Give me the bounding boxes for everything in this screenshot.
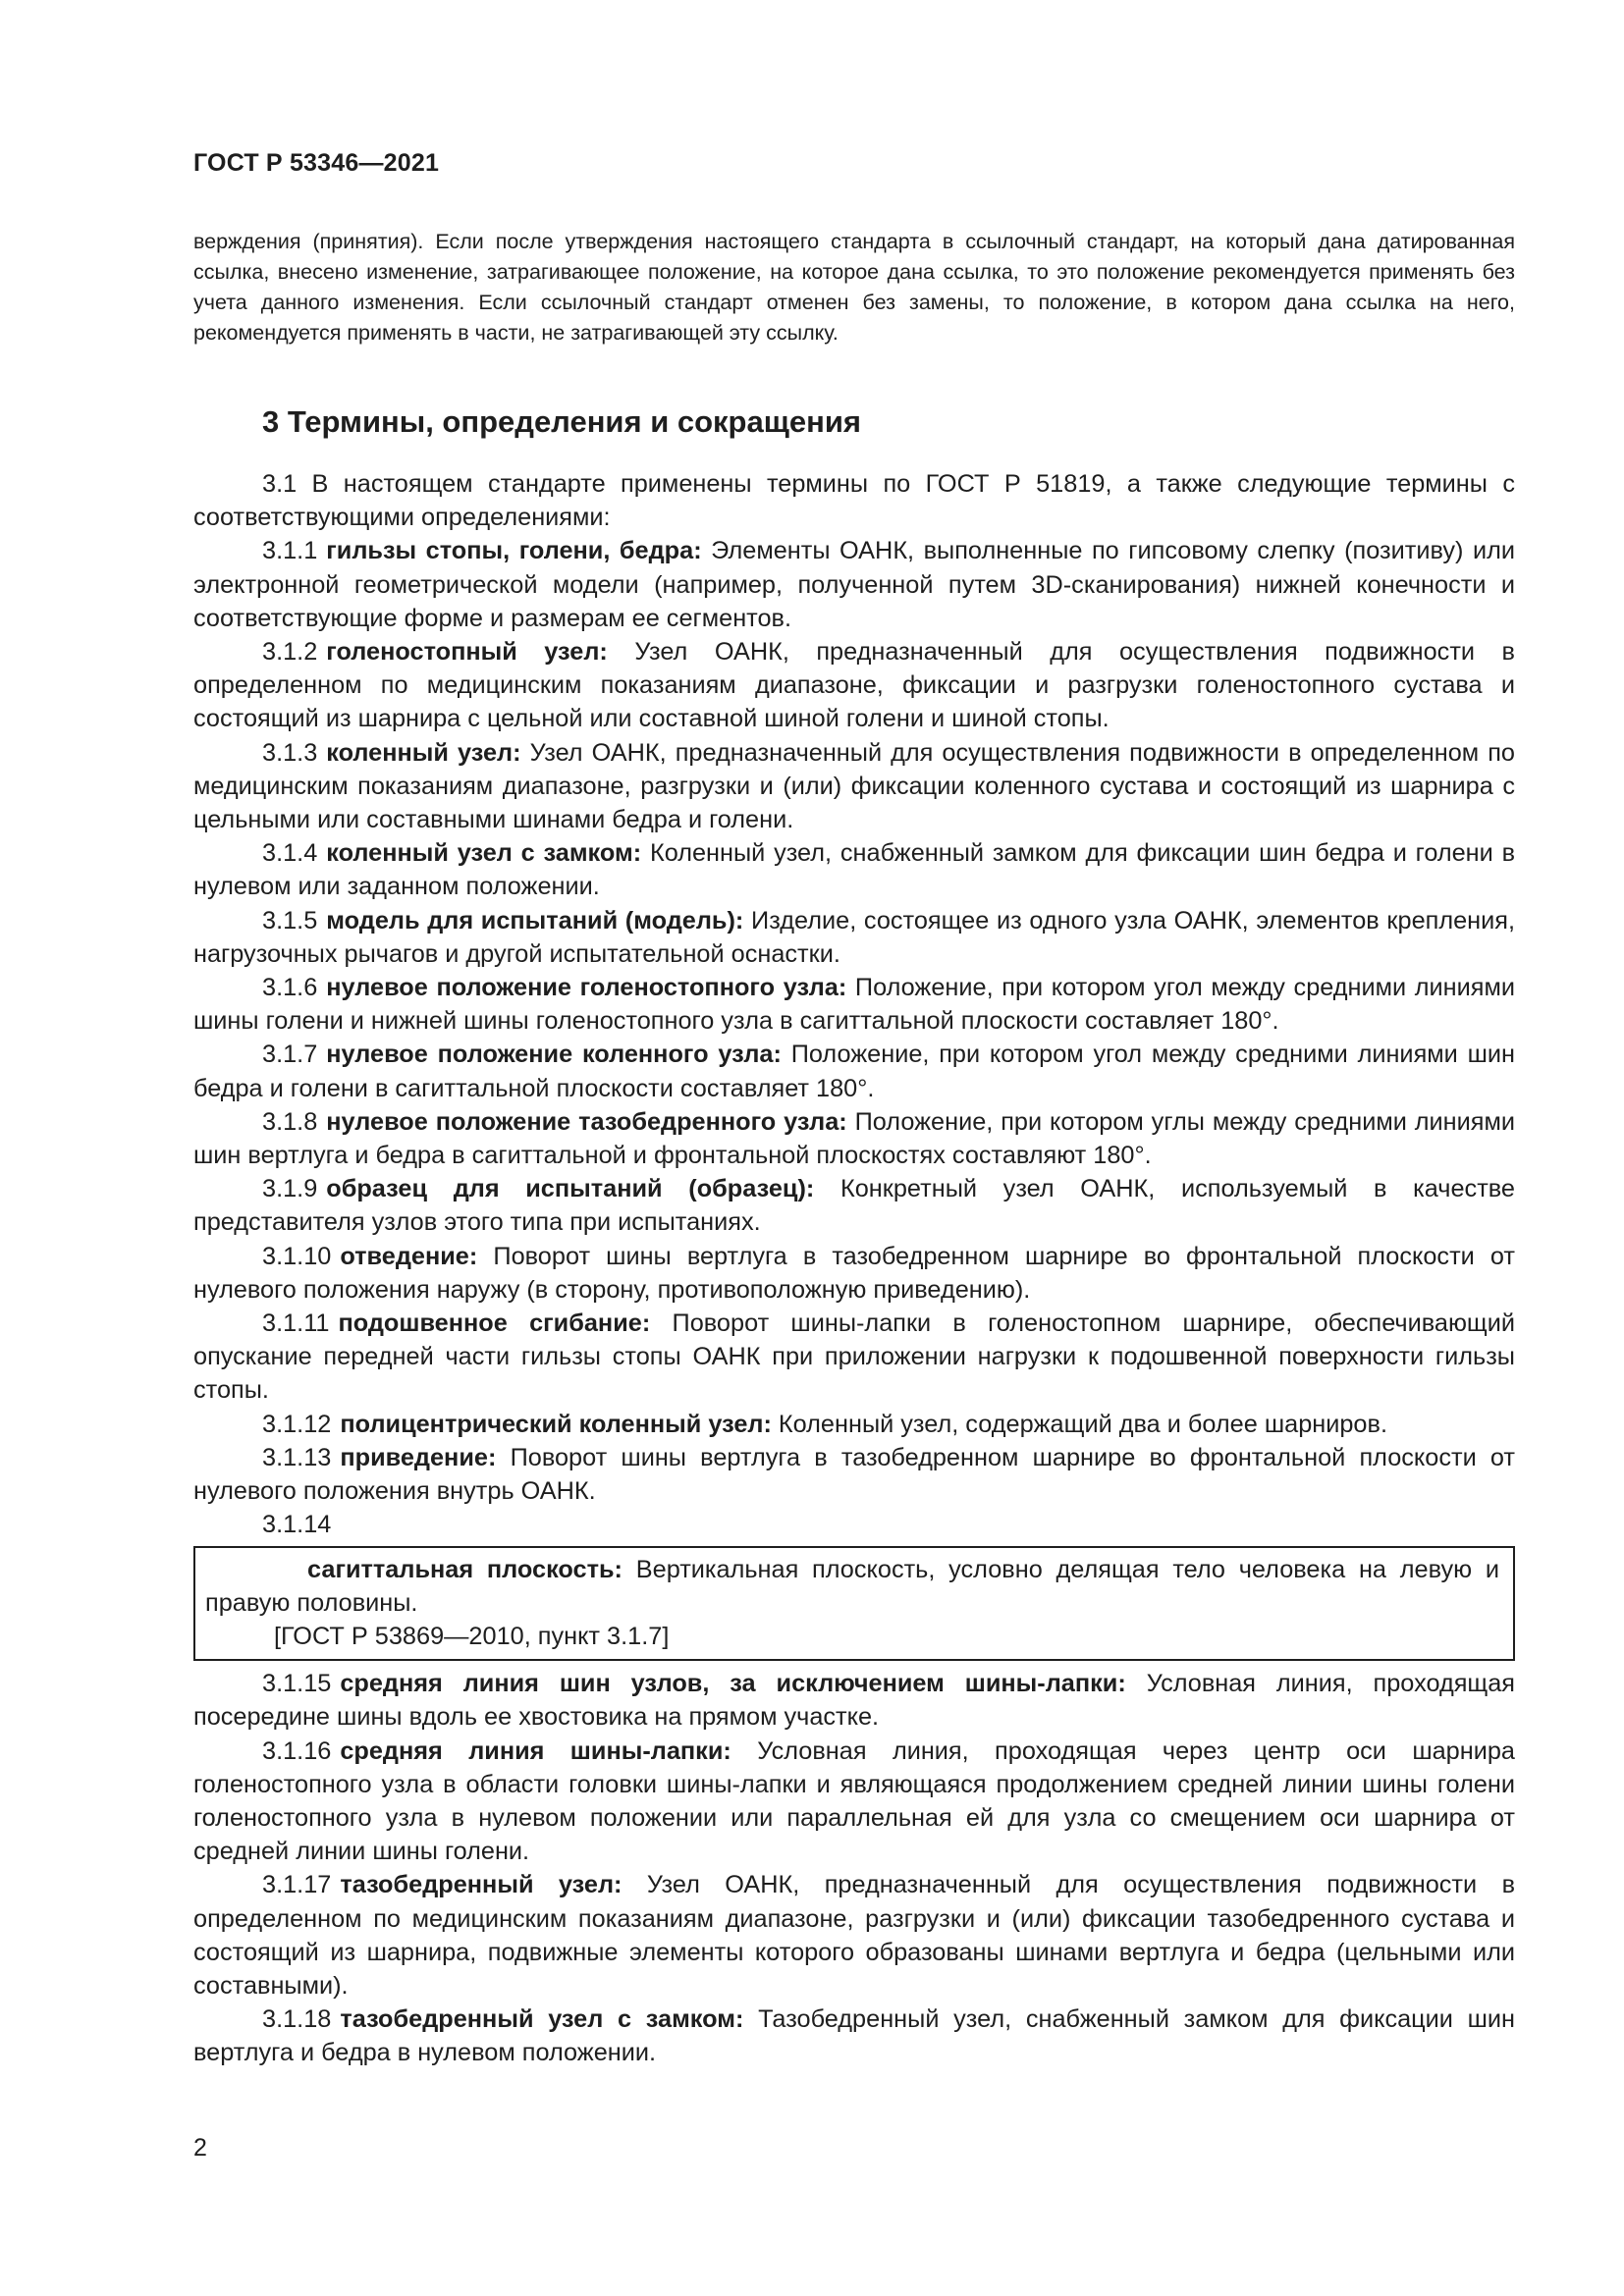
- term-definition: Условная линия, проходящая через центр оси шарнира голеностопного узла в области головки шины-лапки и являющаяся продолжением средней линии шины голени голеностопного узла в нулевом положении или параллельная ей для узла со смещением оси шарнира от средней линии шины голени.: [193, 1736, 1515, 1866]
- term-name: тазобедренный узел:: [340, 1871, 623, 1899]
- term-name: образец для испытаний (образец):: [326, 1175, 815, 1203]
- term-definition: Узел ОАНК, предназначенный для осуществления подвижности в определенном по медицинским показаниям диапазоне, разгрузки и (или) фиксации тазобедренного сустава и состоящий из шарнира, подвижные элементы которого образованы шинами вертлуга и бедра (цельными или составными).: [193, 1871, 1516, 2000]
- term-entry: [193, 904, 1515, 971]
- term-definition: Положение, при котором углы между средними линиями шин вертлуга и бедра в сагиттальной и фронтальной плоскостях составляют 180°.: [193, 1107, 1515, 1170]
- term-number: 3.1.11: [262, 1309, 330, 1338]
- term-definition: Узел ОАНК, предназначенный для осуществления подвижности в определенном по медицинским показаниям диапазоне, фиксации и разгрузки голеностопного сустава и состоящий из шарнира с цельной или составной шиной голени и шиной стопы.: [193, 638, 1515, 733]
- term-name: сагиттальная плоскость:: [307, 1555, 623, 1583]
- term-definition: Коленный узел, снабженный замком для фиксации шин бедра и голени в нулевом или заданном положении.: [193, 839, 1516, 901]
- term-name: отведение:: [340, 1242, 478, 1270]
- term-definition: Поворот шины вертлуга в тазобедренном шарнире во фронтальной плоскости от нулевого положения внутрь ОАНК.: [193, 1443, 1515, 1506]
- term-name: средняя линия шины-лапки:: [340, 1736, 731, 1765]
- term-entry: [193, 1868, 1515, 2002]
- term-number: 3.1.17: [262, 1871, 332, 1899]
- term-definition: Поворот шины-лапки в голеностопном шарнире, обеспечивающий опускание передней части гильзы стопы ОАНК при приложении нагрузки к подошвенной поверхности гильзы стопы.: [193, 1309, 1516, 1405]
- term-number: 3.1.13: [262, 1443, 332, 1471]
- term-entry: [193, 736, 1515, 837]
- term-number: 3.1.12: [262, 1410, 332, 1438]
- term-number: 3.1.7: [262, 1041, 318, 1069]
- term-name: средняя линия шин узлов, за исключением шины-лапки:: [340, 1670, 1126, 1698]
- term-name: приведение:: [340, 1443, 497, 1471]
- term-name: нулевое положение тазобедренного узла:: [326, 1107, 847, 1136]
- term-entry: [193, 1408, 1515, 1441]
- term-entry: [193, 1735, 1515, 1869]
- intro-text: верждения (принятия). Если после утверждения настоящего стандарта в ссылочный стандарт, на который дана датированная ссылка, внесено изменение, затрагивающее положение, на которое дана ссылка, то это положение рекомендуется применять без учета данного изменения. Если ссылочный стандарт отменен без замены, то положение, в котором дана ссылка на него, рекомендуется применять в части, не затрагивающей эту ссылку.: [193, 230, 1515, 345]
- quoted-term-source: [ГОСТ Р 53869—2010, пункт 3.1.7]: [274, 1622, 670, 1650]
- term-definition: Изделие, состоящее из одного узла ОАНК, элементов крепления, нагрузочных рычагов и другой испытательной оснастки.: [193, 906, 1515, 968]
- term-name: голеностопный узел:: [326, 638, 608, 667]
- term-entry: [193, 1105, 1515, 1172]
- term-name: гильзы стопы, голени, бедра:: [326, 537, 702, 565]
- clause-3-1: 3.1 В настоящем стандарте применены термины по ГОСТ Р 51819, а также следующие термины с соответствующими определениями:: [193, 470, 1515, 532]
- quoted-term: [205, 1553, 1499, 1620]
- term-number: 3.1.15: [262, 1670, 332, 1698]
- quoted-term-box: [193, 1546, 1515, 1662]
- term-number: 3.1.10: [262, 1242, 332, 1270]
- term-definition: Вертикальная плоскость, условно делящая тело человека на левую и правую половины.: [205, 1555, 1499, 1617]
- term-number: 3.1.6: [262, 974, 318, 1002]
- term-number: 3.1.16: [262, 1736, 332, 1765]
- page-number: 2: [193, 2134, 207, 2162]
- term-entry: [193, 1172, 1515, 1239]
- term-name: коленный узел:: [326, 738, 521, 767]
- term-definition: Конкретный узел ОАНК, используемый в качестве представителя узлов этого типа при испытаниях.: [193, 1175, 1515, 1237]
- terms-after-list: [193, 1667, 1515, 2069]
- term-entry: [193, 1038, 1515, 1104]
- term-entry: [193, 635, 1515, 736]
- term-3-1-14-number: 3.1.14: [262, 1511, 332, 1539]
- term-entry: [193, 1667, 1515, 1734]
- section-title: 3 Термины, определения и сокращения: [262, 404, 861, 439]
- term-number: 3.1.9: [262, 1175, 318, 1203]
- term-definition: Узел ОАНК, предназначенный для осуществления подвижности в определенном по медицинским показаниям диапазоне, разгрузки и (или) фиксации коленного сустава и состоящий из шарнира с цельными или составными шинами бедра и голени.: [193, 738, 1515, 834]
- intro-paragraph: [193, 227, 1515, 348]
- term-number: 3.1.1: [262, 537, 318, 565]
- term-name: тазобедренный узел с замком:: [340, 2005, 744, 2034]
- term-number: 3.1.4: [262, 839, 318, 868]
- term-name: нулевое положение голеностопного узла:: [326, 974, 847, 1002]
- term-definition: Поворот шины вертлуга в тазобедренном шарнире во фронтальной плоскости от нулевого положения наружу (в сторону, противоположную приведению).: [193, 1242, 1515, 1304]
- term-entry: [193, 1441, 1515, 1508]
- term-entry: [193, 1307, 1515, 1408]
- term-definition: Положение, при котором угол между средними линиями шины голени и нижней шины голеностопного узла в сагиттальной плоскости составляет 180°.: [193, 974, 1515, 1036]
- term-entry: [193, 971, 1515, 1038]
- term-definition: Условная линия, проходящая посередине шины вдоль ее хвостовика на прямом участке.: [193, 1670, 1516, 1732]
- term-definition: Элементы ОАНК, выполненные по гипсовому слепку (позитиву) или электронной геометрической модели (например, полученной путем 3D-сканирования) нижней конечности и соответствующие форме и размерам ее сегментов.: [193, 537, 1515, 632]
- term-entry: [193, 534, 1515, 635]
- term-entry: [193, 1240, 1515, 1307]
- term-name: коленный узел с замком:: [326, 839, 642, 868]
- term-number: 3.1.18: [262, 2005, 332, 2034]
- term-number: 3.1.2: [262, 638, 318, 667]
- document-header: ГОСТ Р 53346—2021: [193, 149, 440, 177]
- term-name: нулевое положение коленного узла:: [326, 1041, 782, 1069]
- term-number: 3.1.5: [262, 906, 318, 934]
- term-name: подошвенное сгибание:: [338, 1309, 651, 1338]
- terms-list: [193, 534, 1515, 1508]
- term-number: 3.1.8: [262, 1107, 318, 1136]
- term-definition: Коленный узел, содержащий два и более шарниров.: [778, 1410, 1387, 1438]
- term-name: модель для испытаний (модель):: [326, 906, 744, 934]
- term-definition: Тазобедренный узел, снабженный замком для фиксации шин вертлуга и бедра в нулевом положении.: [193, 2005, 1516, 2067]
- term-entry: [193, 2002, 1515, 2069]
- term-definition: Положение, при котором угол между средними линиями шин бедра и голени в сагиттальной плоскости составляет 180°.: [193, 1041, 1515, 1102]
- section-body: [193, 467, 1515, 2070]
- term-name: полицентрический коленный узел:: [340, 1410, 772, 1438]
- term-entry: [193, 836, 1515, 903]
- term-number: 3.1.3: [262, 738, 318, 767]
